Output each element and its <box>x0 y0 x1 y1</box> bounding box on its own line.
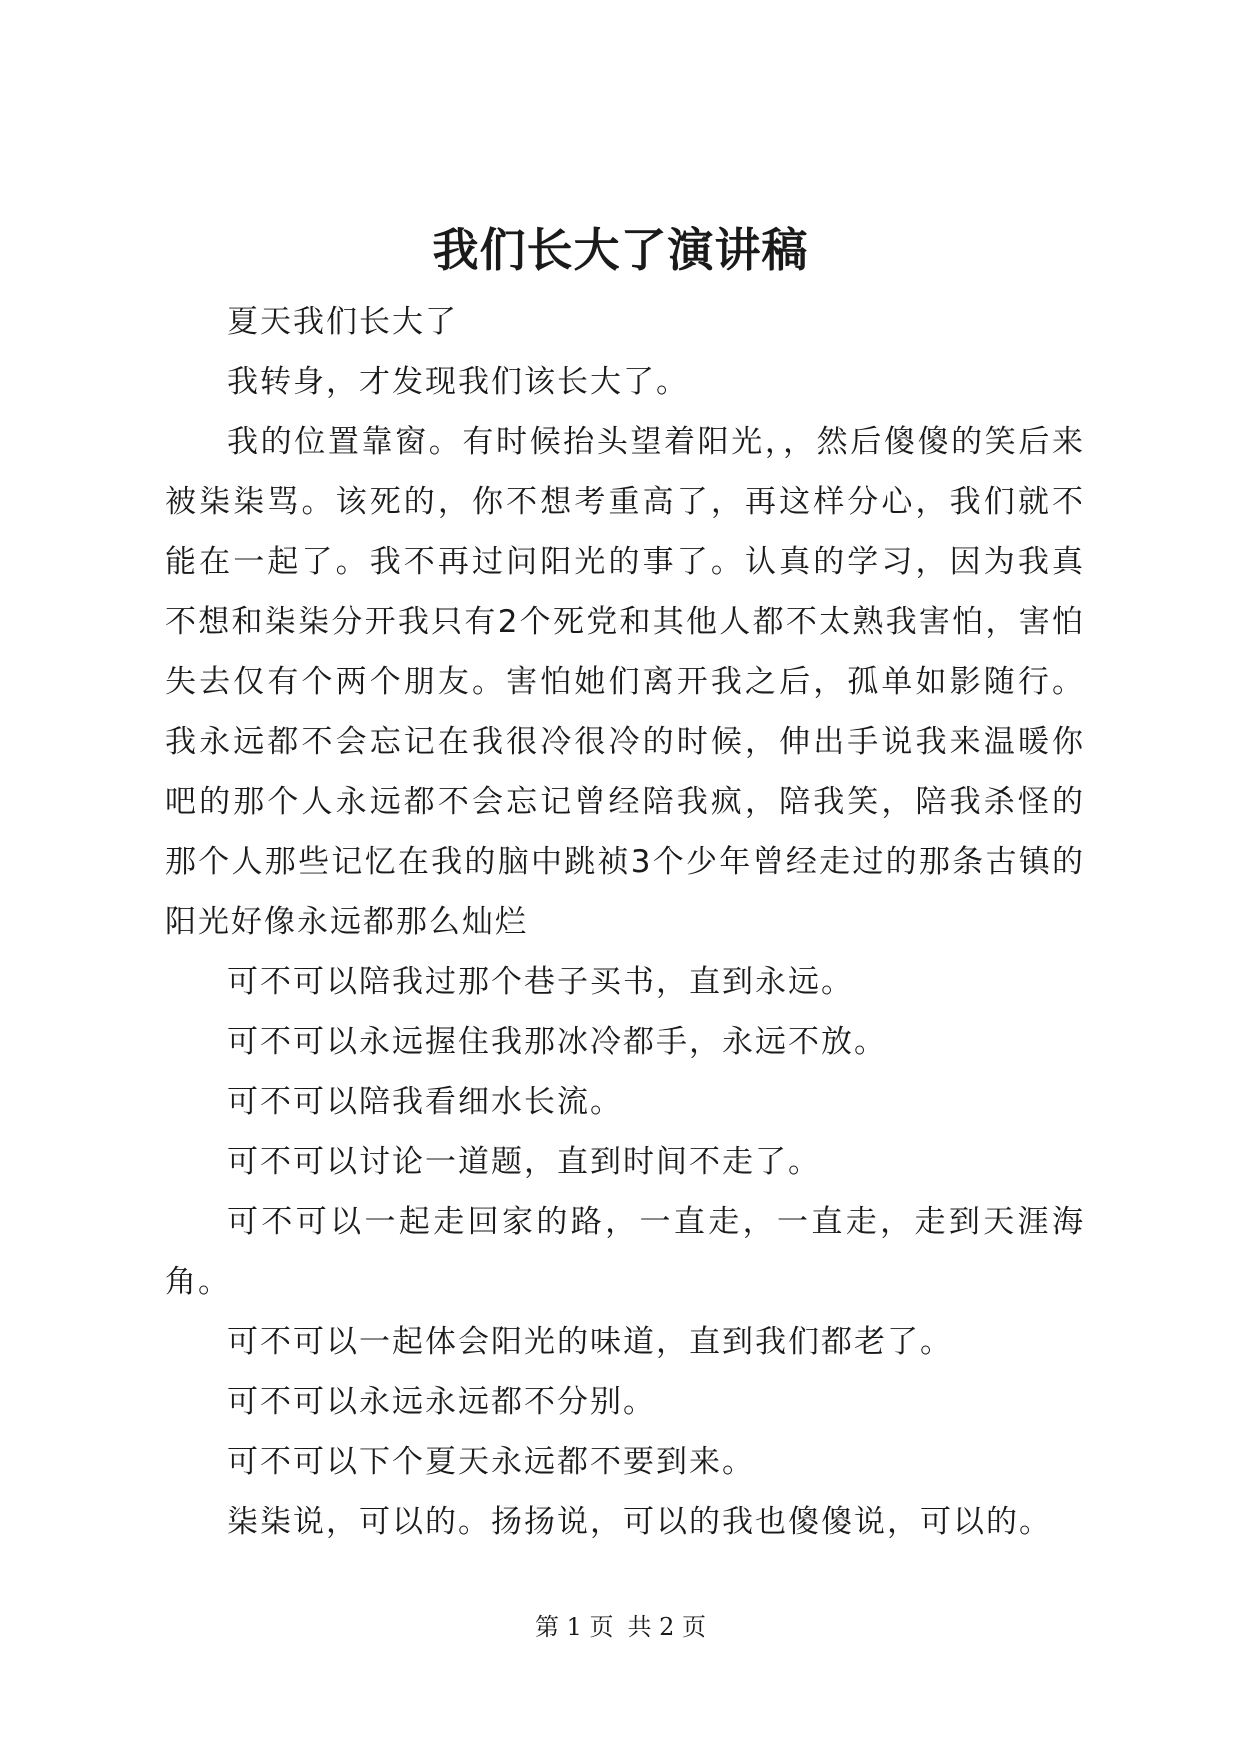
paragraph: 我转身，才发现我们该长大了。 <box>227 364 689 400</box>
paragraph: 可不可以陪我过那个巷子买书，直到永远。 <box>227 964 854 1000</box>
paragraph: 可不可以讨论一道题，直到时间不走了。 <box>227 1144 821 1180</box>
paragraph: 可不可以永远握住我那冰冷都手，永远不放。 <box>227 1024 887 1060</box>
paragraph: 可不可以永远永远都不分别。 <box>227 1384 656 1420</box>
paragraph: 夏天我们长大了 <box>227 304 458 340</box>
document-body <box>165 292 1085 1552</box>
page-footer <box>0 1612 1241 1642</box>
paragraph: 可不可以一起体会阳光的味道，直到我们都老了。 <box>227 1324 953 1360</box>
page-number: 第 1 页 <box>534 1613 614 1641</box>
document-title: 我们长大了演讲稿 <box>432 223 809 277</box>
paragraph: 可不可以陪我看细水长流。 <box>227 1084 623 1120</box>
paragraph: 可不可以下个夏天永远都不要到来。 <box>227 1444 755 1480</box>
paragraph: 我的位置靠窗。有时候抬头望着阳光，，然后傻傻的笑后来被柒柒骂。该死的，你不想考重高了，再这样分心，我们就不能在一起了。我不再过问阳光的事了。认真的学习，因为我真不想和柒柒分开我只有2个死党和其他人都不太熟我害怕，害怕失去仅有个两个朋友。害怕她们离开我之后，孤单如影随行。我永远都不会忘记在我很冷很冷的时候，伸出手说我来温暖你吧的那个人永远都不会忘记曾经陪我疯，陪我笑，陪我杀怪的那个人那些记忆在我的脑中跳祯3个少年曾经走过的那条古镇的阳光好像永远都那么灿烂 <box>165 424 1085 940</box>
paragraph: 柒柒说，可以的。扬扬说，可以的我也傻傻说，可以的。 <box>227 1504 1052 1540</box>
page-total: 共 2 页 <box>627 1613 707 1641</box>
paragraph: 可不可以一起走回家的路，一直走，一直走，走到天涯海角。 <box>165 1204 1085 1300</box>
